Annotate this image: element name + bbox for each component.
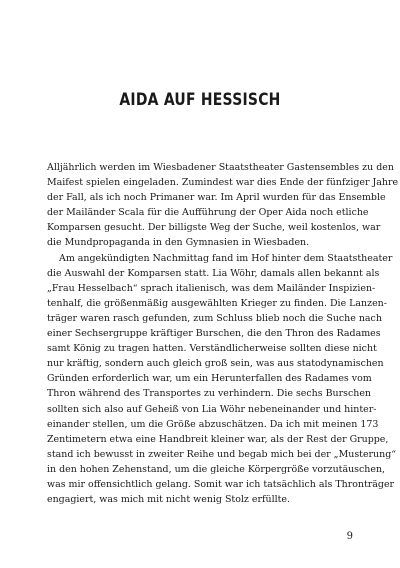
text-line: Gründen erforderlich war, um ein Herunterfallen des Radames vom xyxy=(47,373,372,385)
text-line: Zentimetern etwa eine Handbreit kleiner war, als der Rest der Gruppe, xyxy=(47,433,389,445)
text-line: in den hohen Zehenstand, um die gleiche Körpergröße vorzutäuschen, xyxy=(47,463,386,475)
text-line: der Mailänder Scala für die Aufführung der Oper Aida noch etliche xyxy=(47,207,369,219)
text-line: „Frau Hesselbach“ sprach italienisch, was dem Mailänder Inspizien- xyxy=(47,282,376,294)
text-line: engagiert, was mich mit nicht wenig Stolz erfüllte. xyxy=(47,494,290,506)
text-line: samt König zu tragen hatten. Verständlicherweise sollten diese nicht xyxy=(47,343,377,355)
text-line: einander stellen, um die Größe abzuschätzen. Da ich mit meinen 173 xyxy=(47,418,379,430)
page-number: 9 xyxy=(346,531,353,542)
text-line: träger waren rasch gefunden, zum Schluss blieb noch die Suche nach xyxy=(47,312,382,324)
text-line: einer Sechsergruppe kräftiger Burschen, die den Thron des Radames xyxy=(47,328,381,340)
chapter-title: AIDA AUF HESSISCH xyxy=(119,90,281,110)
text-line: sollten sich also auf Geheiß von Lia Wöhr nebeneinander und hinter- xyxy=(47,403,377,415)
text-line: der Fall, als ich noch Primaner war. Im April wurden für das Ensemble xyxy=(47,192,386,204)
text-line: stand ich bewusst in zweiter Reihe und begab mich bei der „Musterung“ xyxy=(47,448,397,460)
text-line: nur kräftig, sondern auch gleich groß sein, was aus statodynamischen xyxy=(47,358,384,370)
text-line: die Mundpropaganda in den Gymnasien in Wiesbaden. xyxy=(47,237,310,249)
text-line: Komparsen gesucht. Der billigste Weg der Suche, weil kostenlos, war xyxy=(47,222,381,234)
text-line: Thron während des Transportes zu verhindern. Die sechs Burschen xyxy=(47,388,371,400)
text-line: was mir offensichtlich gelang. Somit war ich tatsächlich als Thronträger xyxy=(47,478,395,490)
paragraph xyxy=(47,160,399,251)
text-line: Alljährlich werden im Wiesbadener Staatstheater Gastensembles zu den xyxy=(47,162,394,173)
text-line: tenhalf, die größenmäßig ausgewählten Krieger zu finden. Die Lanzen- xyxy=(47,297,387,309)
body-text xyxy=(47,160,399,507)
text-line: Am angekündigten Nachmittag fand im Hof hinter dem Staatstheater xyxy=(59,252,393,264)
text-line: die Auswahl der Komparsen statt. Lia Wöhr, damals allen bekannt als xyxy=(47,267,380,279)
paragraph xyxy=(47,251,397,508)
text-line: Maifest spielen eingeladen. Zumindest war dies Ende der fünfziger Jahre xyxy=(47,177,399,189)
